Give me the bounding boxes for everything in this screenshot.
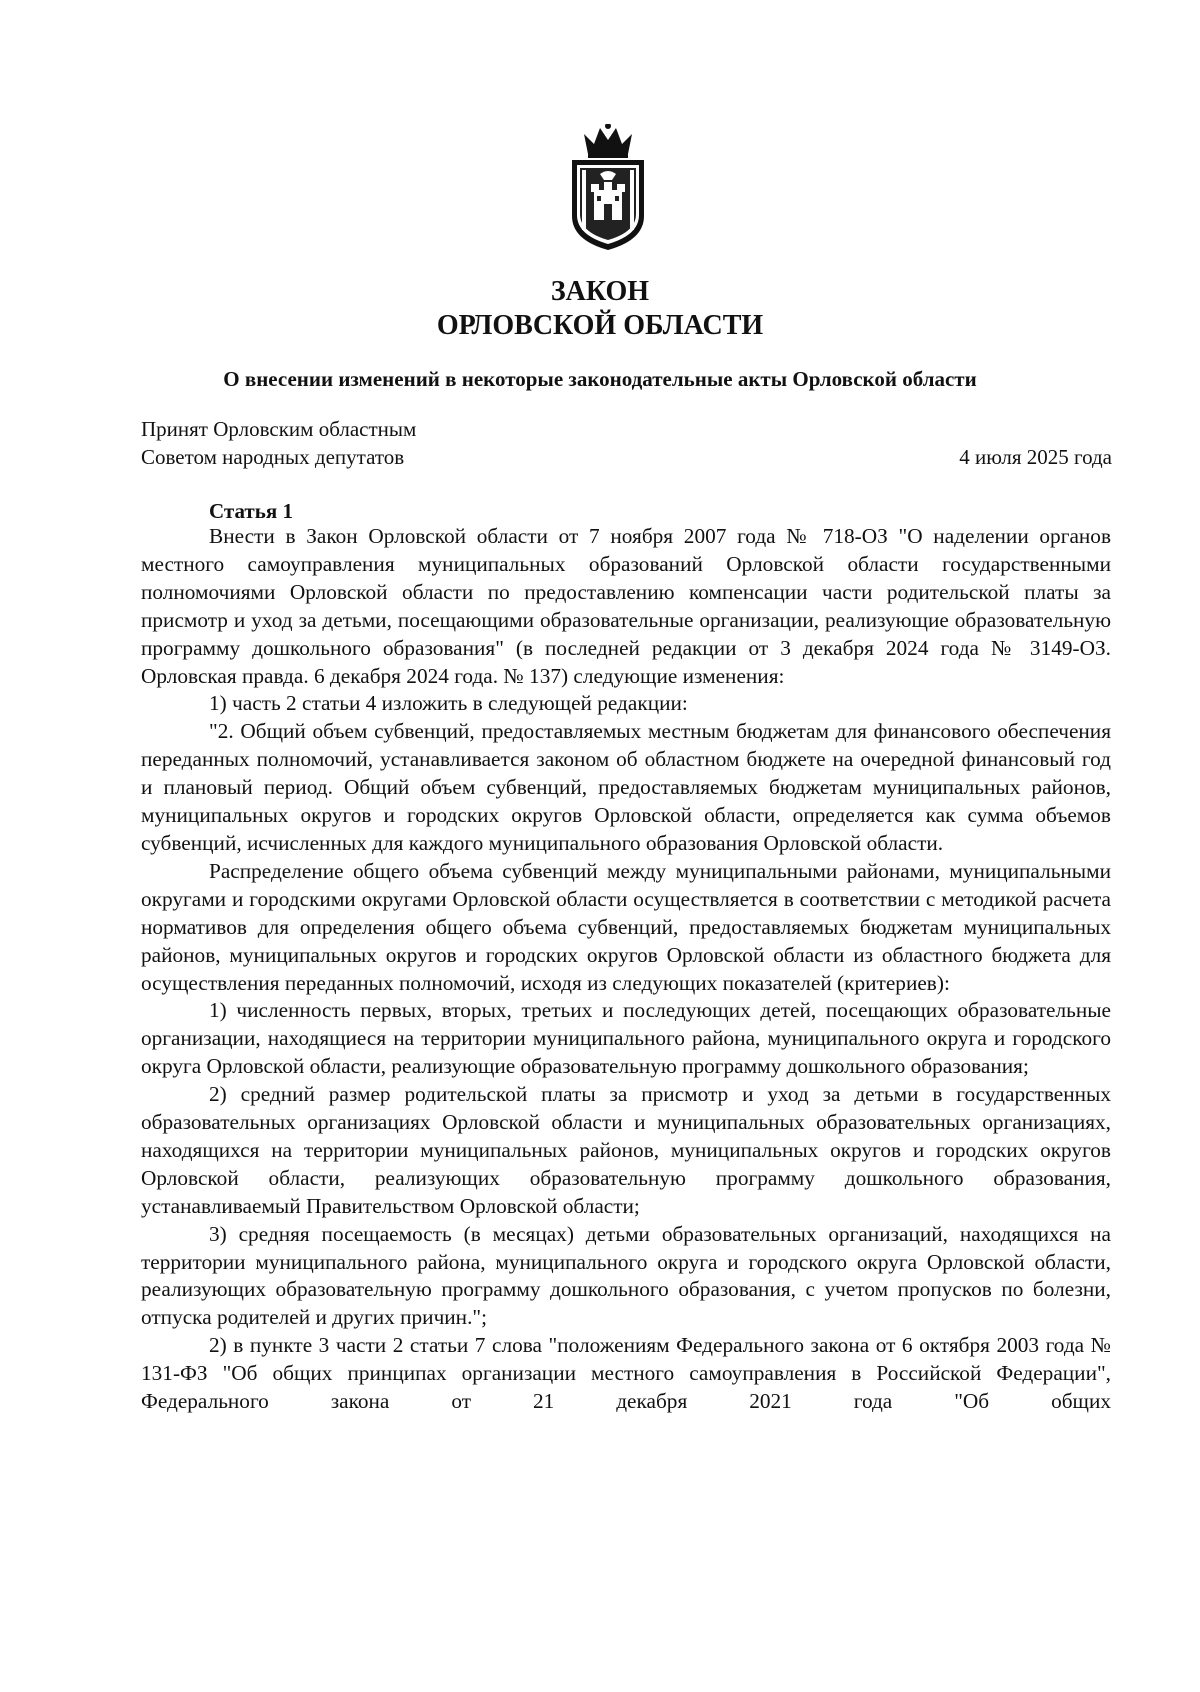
- law-subtitle: О внесении изменений в некоторые законодательные акты Орловской области: [223, 367, 977, 391]
- law-title: ЗАКОН: [550, 276, 650, 307]
- paragraph-criterion-2: 2) средний размер родительской платы за присмотр и уход за детьми в государственных образовательных организациях Орловской области и муниципальных образовательных организациях, находящихся на территории муниципальных районов, муниципальных округов и городских округов Орловской области, реализующих образовательную программу дошкольного образования, устанавливаемый Правительством Орловской области;: [141, 1082, 1111, 1218]
- paragraph-intro: Внести в Закон Орловской области от 7 ноября 2007 года № 718-ОЗ "О наделении органов местного самоуправления муниципальных образований Орловской области государственными полномочиями Орловской области по предоставлению компенсации части родительской платы за присмотр и уход за детьми, посещающими образовательные организации, реализующие образовательную программу дошкольного образования" (в последней редакции от 3 декабря 2024 года № 3149-ОЗ. Орловская правда. 6 декабря 2024 года. № 137) следующие изменения:: [141, 524, 1111, 688]
- paragraph-criterion-3: 3) средняя посещаемость (в месяцах) детьми образовательных организаций, находящихся на территории муниципального района, муниципального округа и городского округа Орловской области, реализующих образовательную программу дошкольного образования, с учетом пропусков по болезни, отпуска родителей и других причин.";: [141, 1221, 1111, 1330]
- article-body: [141, 523, 1111, 1416]
- paragraph-item-2: 2) в пункте 3 части 2 статьи 7 слова "положениям Федерального закона от 6 октября 2003 года № 131-ФЗ "Об общих принципах организации местного самоуправления в Российской Федерации", Федерального закона от 21 декабря 2021 года "Об общих: [141, 1333, 1111, 1414]
- adoption-line-2: Советом народных депутатов: [141, 445, 405, 469]
- paragraph-criterion-1: 1) численность первых, вторых, третьих и последующих детей, посещающих образовательные организации, находящиеся на территории муниципального района, муниципального округа и городского округа Орловской области, реализующие образовательную программу дошкольного образования;: [141, 998, 1111, 1079]
- paragraph-distribution: Распределение общего объема субвенций между муниципальными районами, муниципальными округами и городскими округами Орловской области осуществляется в соответствии с методикой расчета нормативов для определения общего объема субвенций, предоставляемых бюджетам муниципальных районов, муниципальных округов и городских округов Орловской области из областного бюджета для осуществления переданных полномочий, исходя из следующих показателей (критериев):: [141, 858, 1111, 995]
- adoption-block: [141, 415, 416, 471]
- law-region-title: ОРЛОВСКОЙ ОБЛАСТИ: [436, 310, 764, 341]
- paragraph-new-part-2: "2. Общий объем субвенций, предоставляемых местным бюджетам для финансового обеспечения переданных полномочий, устанавливается законом об областном бюджете на очередной финансовый год и плановый период. Общий объем субвенций, предоставляемых бюджетам муниципальных районов, муниципальных округов и городских округов Орловской области, определяется как сумма объемов субвенций, исчисленных для каждого муниципального образования Орловской области.: [141, 719, 1111, 855]
- adoption-date: 4 июля 2025 года: [959, 445, 1112, 469]
- adoption-line-1: Принят Орловским областным: [141, 417, 417, 441]
- paragraph-item-1: 1) часть 2 статьи 4 изложить в следующей редакции:: [209, 691, 688, 716]
- coat-of-arms-icon: [566, 124, 650, 254]
- article-heading: Статья 1: [209, 499, 293, 523]
